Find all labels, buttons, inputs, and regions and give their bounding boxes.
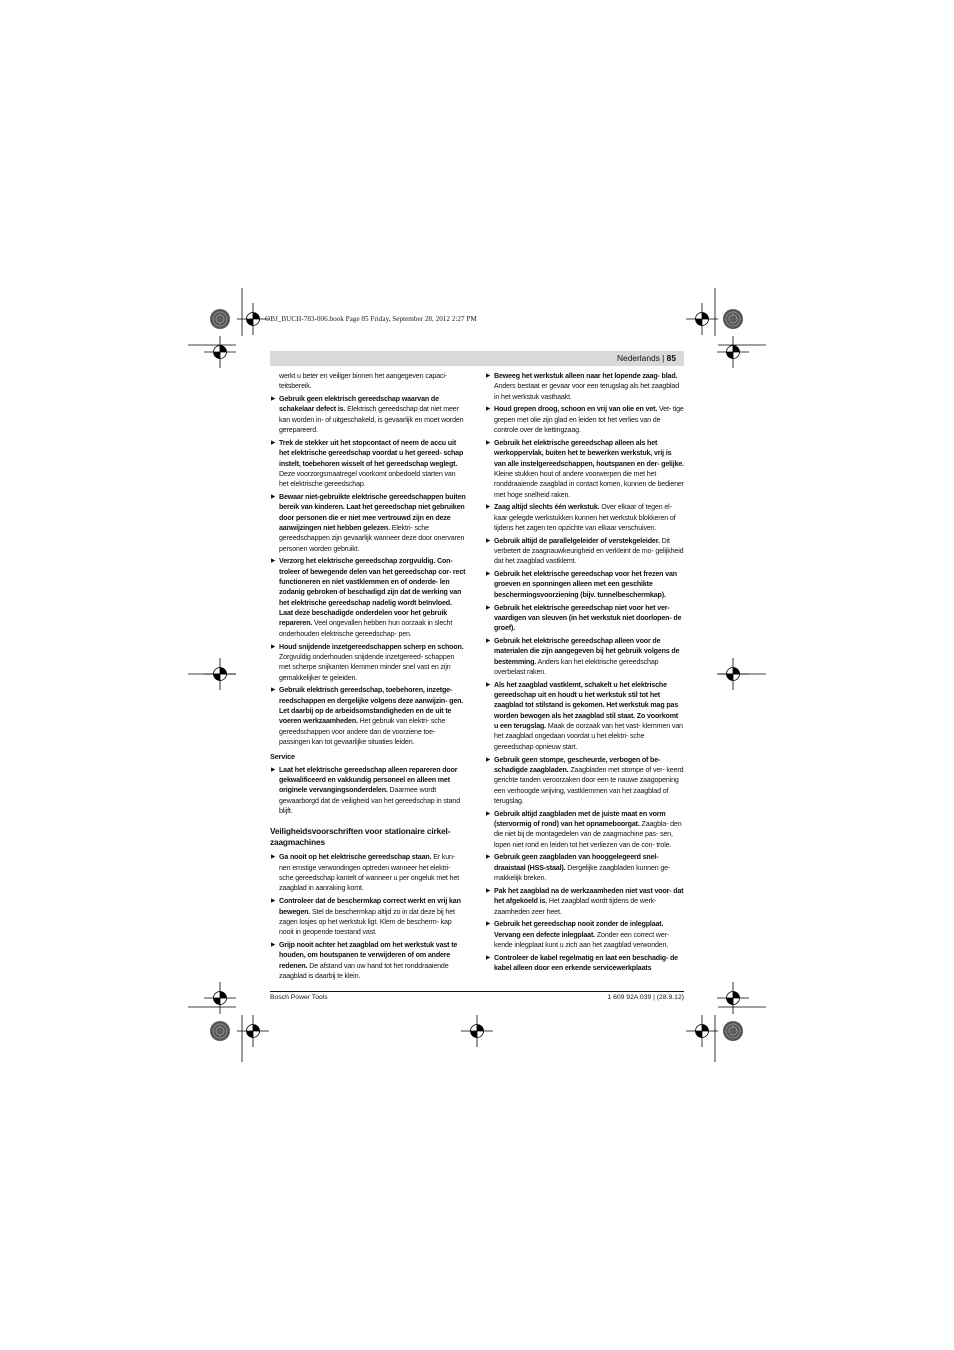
list-item: ▶ Zaag altijd slechts één werkstuk. Over elkaar of tegen el- kaar gelegde werkstukken kunnen het werkstuk blokkeren of tijdens het zagen ten opzichte van elkaar verschuiven. [485, 502, 684, 533]
list-item: ▶ Gebruik altijd zaagbladen met de juiste maat en vorm (stervormig of rond) van het opnameboorgat. Zaagbla- den die niet bij de montagedelen van de zaagmachine pas- sen, lopen niet rond en leiden tot het verliezen van de con- trole. [485, 809, 684, 850]
list-item: ▶ Gebruik het elektrische gereedschap voor het frezen van groeven en sponningen alleen met een geschikte beschermingsvoorziening (bijv. tunnelbeschermkap). [485, 569, 684, 600]
header-separator: | [662, 353, 667, 363]
list-item: ▶ Verzorg het elektrische gereedschap zorgvuldig. Con- troleer of bewegende delen van het gereedschap cor- rect functioneren en niet vastklemmen en of onderde- len zodanig gebroken of beschadigd zijn dat de werking van het elektrische gereedschap nadelig wordt beïnvloed. Laat deze beschadigde onderdelen voor het gebruik repareren. Veel ongevallen hebben hun oorzaak in slecht onderhouden elektrische gereedschap- pen. [270, 556, 466, 639]
list-item: ▶ Bewaar niet-gebruikte elektrische gereedschappen buiten bereik van kinderen. Laat het gereedschap niet gebruiken door personen die er niet mee vertrouwd zijn en deze aanwijzingen niet hebben gelezen. Elektri- sche gereedschappen zijn gevaarlijk wanneer deze door onervaren personen worden gebruikt. [270, 492, 466, 554]
list-item: ▶ Beweeg het werkstuk alleen naar het lopende zaag- blad. Anders bestaat er gevaar voor een terugslag als het zaagblad in het werkstuk vasthaakt. [485, 371, 684, 402]
list-item: ▶ Controleer dat de beschermkap correct werkt en vrij kan bewegen. Stel de beschermkap altijd zo in dat deze bij het zagen losjes op het werkstuk ligt. Klem de bescherm- kap nooit in geopende toestand vast. [270, 896, 466, 937]
list-item: ▶ Als het zaagblad vastklemt, schakelt u het elektrische gereedschap uit en houdt u het werkstuk stil tot het zaagblad tot stilstand is gekomen. Het werkstuk mag pas worden bewogen als het zaagblad stil staat. Zo voorkomt u een terugslag. Maak de oorzaak van het vast- klemmen van het zaagblad ongedaan voordat u het elektri- sche gereedschap opnieuw start. [485, 680, 684, 752]
list-item: ▶ Gebruik elektrisch gereedschap, toebehoren, inzetge- reedschappen en dergelijke volgens deze aanwijzin- gen. Let daarbij op de arbeidsomstandigheden en de uit te voeren werkzaamheden. Het gebruik van elektri- sche gereedschappen voor andere dan de voorziene toe- passingen kan tot gevaarlijke situaties leiden. [270, 685, 466, 747]
footer-divider [270, 991, 684, 992]
list-item: ▶ Pak het zaagblad na de werkzaamheden niet vast voor- dat het afgekoeld is. Het zaagblad wordt tijdens de werk- zaamheden zeer heet. [485, 886, 684, 917]
left-column [270, 371, 466, 984]
list-item: ▶ Grijp nooit achter het zaagblad om het werkstuk vast te houden, om houtspanen te verwijderen of om andere redenen. De afstand van uw hand tot het ronddraaiende zaagblad is daarbij te klein. [270, 940, 466, 981]
header-text [617, 353, 676, 363]
print-slug: OBJ_BUCH-783-006.book Page 85 Friday, September 28, 2012 2:27 PM [265, 315, 477, 323]
footer-doc-number: 1 609 92A 039 | (28.9.12) [607, 994, 684, 1001]
list-item: ▶ Gebruik het gereedschap nooit zonder de inlegplaat. Vervang een defecte inlegplaat. Zonder een correct wer- kende inlegplaat kunt u zich aan het zaagblad verwonden. [485, 919, 684, 950]
list-item: ▶ Gebruik het elektrische gereedschap alleen als het werkoppervlak, buiten het te bewerken werkstuk, vrij is van alle instelgereedschappen, houtspanen en der- gelijke. Kleine stukken hout of andere voorwerpen die met het ronddraaiende zaagblad in contact komen, kunnen de bediener met hoge snelheid raken. [485, 438, 684, 500]
service-heading: Service [270, 752, 295, 762]
list-item: ▶ Trek de stekker uit het stopcontact of neem de accu uit het elektrische gereedschap voordat u het gereed- schap instelt, toebehoren wisselt of het gereedschap weglegt. Deze voorzorgsmaatregel voorkomt onbedoeld starten van het elektrische gereedschap. [270, 438, 466, 490]
list-item: ▶ Gebruik geen stompe, gescheurde, verbogen of be- schadigde zaagbladen. Zaagbladen met stompe of ver- keerd gerichte tanden veroorzaken door een te nauwe zaagopening een verhoogde wrijving, vastklemmen van het zaagblad of terugslag. [485, 755, 684, 807]
header-language: Nederlands [616, 353, 660, 363]
list-item: ▶ Gebruik altijd de parallelgeleider of verstekgeleider. Dit verbetert de zaagnauwkeurigheid en verkleint de mo- gelijkheid dat het zaagblad vastklemt. [485, 536, 684, 567]
intro-paragraph: werkt u beter en veiliger binnen het aangegeven capaci- teitsbereik. [279, 372, 448, 391]
list-item: ▶ Controleer de kabel regelmatig en laat een beschadig- de kabel alleen door een erkende servicewerkplaats [485, 953, 684, 974]
list-item: ▶ Houd snijdende inzetgereedschappen scherp en schoon. Zorgvuldig onderhouden snijdende inzetgereed- schappen met scherpe snijkanten klemmen minder snel vast en zijn gemakkelijker te geleiden. [270, 642, 466, 683]
list-item: ▶ Laat het elektrische gereedschap alleen repareren door gekwalificeerd en vakkundig personeel en alleen met originele vervangingsonderdelen. Daarmee wordt gewaarborgd dat de veiligheid van het gereedschap in stand blijft. [270, 765, 466, 817]
right-column [485, 371, 684, 976]
list-item: ▶ Gebruik het elektrische gereedschap alleen voor de materialen die zijn aangegeven bij het gebruik volgens de bestemming. Anders kan het elektrische gereedschap overbelast raken. [485, 636, 684, 677]
page-header [270, 351, 684, 366]
page-number: 85 [666, 353, 676, 363]
list-item: ▶ Gebruik het elektrische gereedschap niet voor het ver- vaardigen van sleuven (in het werkstuk niet doorlopen- de groef). [485, 603, 684, 634]
list-item: ▶ Gebruik geen zaagbladen van hooggelegeerd snel- draaistaal (HSS-staal). Dergelijke zaagbladen kunnen ge- makkelijk breken. [485, 852, 684, 883]
section-heading: Veiligheidsvoorschriften voor stationaire cirkel- zaagmachines [270, 826, 451, 848]
list-item: ▶ Gebruik geen elektrisch gereedschap waarvan de schakelaar defect is. Elektrisch gereedschap dat niet meer kan worden in- of uitgeschakeld, is gevaarlijk en moet worden gerepareerd. [270, 394, 466, 435]
footer-brand: Bosch Power Tools [270, 994, 328, 1001]
list-item: ▶ Houd grepen droog, schoon en vrij van olie en vet. Vet- tige grepen met olie zijn glad en leiden tot het verlies van de controle over de kettingzaag. [485, 404, 684, 435]
list-item: ▶ Ga nooit op het elektrische gereedschap staan. Er kun- nen ernstige verwondingen optreden wanneer het elektri- sche gereedschap kantelt of wanneer u per ongeluk met het zaagblad in aanraking komt. [270, 852, 466, 893]
